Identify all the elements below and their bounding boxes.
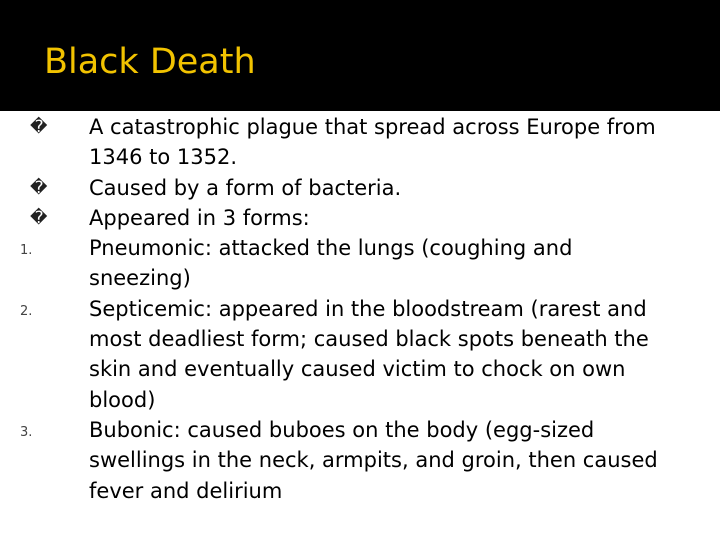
list-item xyxy=(0,415,659,506)
bullet-list xyxy=(0,112,720,506)
list-item xyxy=(0,112,659,173)
list-item-text: A catastrophic plague that spread across Europe from 1346 to 1352. xyxy=(89,115,656,170)
missing-glyph-bullet-icon: � xyxy=(30,207,48,228)
missing-glyph-bullet-icon: � xyxy=(30,177,48,198)
list-number: 3. xyxy=(20,424,33,440)
list-item-text: Septicemic: appeared in the bloodstream (rarest and most deadliest form; caused black spots beneath the skin and eventually caused victim to chock on own blood) xyxy=(89,296,649,412)
list-item xyxy=(0,294,659,415)
list-item-text: Bubonic: caused buboes on the body (egg-sized swellings in the neck, armpits, and groin, then caused fever and delirium xyxy=(89,417,658,503)
missing-glyph-bullet-icon: � xyxy=(30,117,48,137)
list-number: 1. xyxy=(20,243,33,259)
list-item xyxy=(0,233,659,294)
slide-title: Black Death xyxy=(44,42,256,82)
list-item xyxy=(0,173,659,203)
list-number: 2. xyxy=(20,303,33,319)
list-item-text: Caused by a form of bacteria. xyxy=(89,175,402,200)
list-item-text: Appeared in 3 forms: xyxy=(89,205,310,230)
list-item-text: Pneumonic: attacked the lungs (coughing and sneezing) xyxy=(89,236,573,291)
list-item xyxy=(0,203,659,233)
title-bar xyxy=(0,0,720,111)
